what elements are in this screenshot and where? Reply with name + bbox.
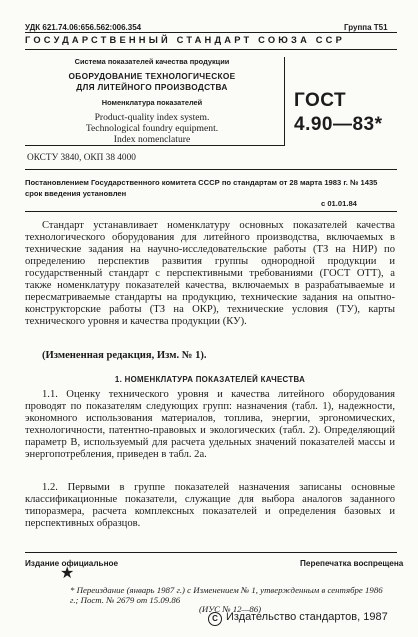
footer-rule xyxy=(25,552,397,553)
copyright xyxy=(208,611,388,626)
title-bottom-rule xyxy=(25,145,285,146)
english-line-3: Index nomenclature xyxy=(113,134,191,145)
header-rule xyxy=(25,49,397,50)
english-title xyxy=(27,112,277,145)
intro-paragraph: Стандарт устанавливает номенклатуру основных показателей качества технологического оборудования для литейного производства, включаемых в технические задания на научно-исследовательские работы (ТЗ на НИР) по определению перспектив развития группы однородной продукции и государственный стандарт с перспективными требованиями (ГОСТ ОТТ), а также номенклатуру показателей качества, включаемых в разрабатываемые и пересматриваемые стандарты на продукцию, технические задания на опытно-конструкторские работы (ТЗ на ОКР), технические условия (ТУ), карты технического уровня и качества продукции (КУ). xyxy=(25,220,395,327)
udk-code: УДК 621.74.06:656.562:006.354 xyxy=(25,23,142,32)
okstu-rule xyxy=(25,169,397,170)
copyright-text: Издательство стандартов, 1987 xyxy=(226,611,388,623)
effective-date: с 01.01.84 xyxy=(321,199,357,208)
title-line-1: ОБОРУДОВАНИЕ ТЕХНОЛОГИЧЕСКОЕ xyxy=(68,71,236,81)
title-divider xyxy=(284,57,285,145)
document-subtitle: Номенклатура показателей xyxy=(101,98,203,107)
state-standard-heading: ГОСУДАРСТВЕННЫЙ СТАНДАРТ СОЮЗА ССР xyxy=(25,35,345,45)
system-name: Система показателей качества продукции xyxy=(74,57,230,66)
amendment-note: (Измененная редакция, Изм. № 1). xyxy=(42,350,207,361)
title-line-2: ДЛЯ ЛИТЕЙНОГО ПРОИЗВОДСТВА xyxy=(76,82,228,92)
official-edition-label: Издание официальное xyxy=(25,559,119,568)
english-line-2: Technological foundry equipment. xyxy=(85,123,219,134)
clause-1-1: 1.1. Оценку технического уровня и качества литейного оборудования проводят по показателям следующих групп: назначения (табл. 1), надежности, экономного использования материалов, топлива, энергии, эргономических, технологичности, патентно-правовых и экологических (табл. 2). Определяющий параметр В, используемый для расчета удельных значений показателей массы и энергопотребления, приведен в табл. 2а. xyxy=(25,389,395,460)
document-title xyxy=(27,71,277,93)
copyright-icon: С xyxy=(208,612,222,626)
okstu-code: ОКСТУ 3840, ОКП 38 4000 xyxy=(27,153,136,163)
top-rule xyxy=(25,32,397,33)
decree-text: Постановлением Государственного комитета СССР по стандартам от 28 марта 1983 г. № 1435 срок введения установлен xyxy=(25,178,378,198)
footnote-ius: (ИУС № 12—86) xyxy=(198,604,262,614)
clause-1-2: 1.2. Первыми в группе показателей назначения записаны основные классификационные показатели, служащие для выбора аналогов заданного типоразмера, расчета комплексных показателей и определения базовых и перспективных образцов. xyxy=(25,482,395,529)
reprint-prohibited-label: Перепечатка воспрещена xyxy=(300,559,404,568)
gost-number: 4.90—83* xyxy=(294,114,383,135)
gost-label: ГОСТ xyxy=(294,90,347,111)
english-line-1: Product-quality index system. xyxy=(94,112,210,123)
star-icon: ★ xyxy=(60,565,75,582)
footnote-text: * Переиздание (январь 1987 г.) с Изменением № 1, утвержденным в сентябре 1986 г.; Пост. № 2679 от 15.09.86 xyxy=(70,585,383,605)
group-code: Группа Т51 xyxy=(344,23,388,32)
decree-rule xyxy=(25,211,397,212)
section-heading: 1. НОМЕНКЛАТУРА ПОКАЗАТЕЛЕЙ КАЧЕСТВА xyxy=(114,375,306,384)
